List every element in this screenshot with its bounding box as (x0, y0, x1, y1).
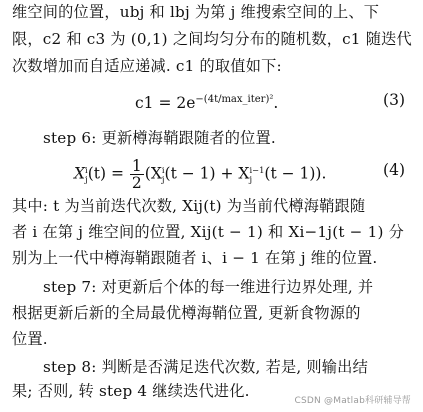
equation-4-rhs-tail: (t − 1)). (264, 164, 327, 183)
paragraph-line: 限，c2 和 c3 为 (0,1) 之间均匀分布的随机数，c1 随迭代 (12, 30, 412, 48)
paragraph-line: 维空间的位置，ubj 和 lbj 为第 j 维搜索空间的上、下 (12, 3, 380, 21)
fraction-numerator: 1 (131, 157, 142, 175)
fraction-denominator: 2 (131, 174, 142, 192)
equation-4-number: (4) (383, 161, 405, 179)
equation-4-lhs-symbol: X (74, 164, 86, 183)
equation-4-rhs-open: (X (144, 164, 162, 183)
equation-4 (74, 158, 326, 191)
paragraph-line: 次数增加而自适应递减. c1 的取值如下: (12, 57, 282, 75)
watermark: CSDN @Matlab科研辅导帮 (294, 396, 411, 406)
equation-3-exponent: −(4t/max_iter)² (195, 94, 274, 105)
equation-3-tail: . (273, 94, 279, 113)
equation-3-lhs: c1 = 2e (135, 94, 196, 113)
equation-4-lhs-sub: j (85, 173, 88, 184)
equation-4-lhs-sup: i (85, 164, 88, 175)
paragraph-line: 根据更新后新的全局最优樽海鞘位置, 更新食物源的 (12, 304, 361, 322)
equation-4-rhs-sup1: i (161, 164, 165, 175)
equation-4-lhs-arg: (t) = (87, 164, 124, 183)
paragraph-line: 位置. (12, 330, 48, 348)
equation-4-fraction (130, 158, 144, 191)
step-7-line: step 7: 对更新后个体的每一维进行边界处理, 并 (43, 278, 374, 296)
equation-4-rhs-sup2: i−1 (249, 164, 265, 175)
equation-4-rhs-mid: (t − 1) + X (164, 164, 250, 183)
equation-4-rhs-sub1: j (161, 173, 165, 184)
paragraph-line: 其中: t 为当前迭代次数, Xij(t) 为当前代樽海鞘跟随 (12, 197, 366, 215)
paragraph-line: 果; 否则, 转 step 4 继续迭代进化. (12, 382, 250, 400)
equation-3 (135, 90, 278, 113)
equation-4-rhs-sub2: j (249, 173, 253, 184)
paragraph-line: 者 i 在第 j 维空间的位置, Xij(t − 1) 和 Xi−1j(t − 1) 分 (12, 223, 405, 241)
step-6-line: step 6: 更新樽海鞘跟随者的位置. (43, 129, 276, 147)
equation-3-number: (3) (383, 91, 405, 109)
step-8-line: step 8: 判断是否满足迭代次数, 若是, 则输出结 (43, 358, 368, 376)
paragraph-line: 别为上一代中樽海鞘跟随者 i、i − 1 在第 j 维的位置. (12, 249, 378, 267)
